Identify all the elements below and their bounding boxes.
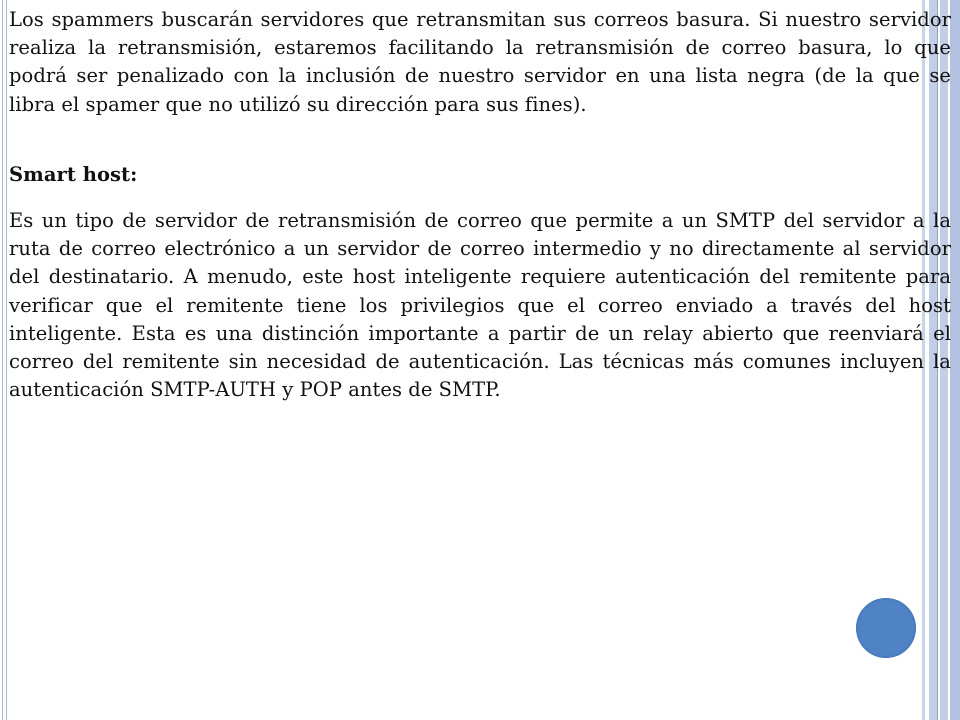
slide-body — [9, 6, 951, 404]
decorative-circle — [856, 598, 916, 658]
intro-paragraph: Los spammers buscarán servidores que retransmitan sus correos basura. Si nuestro servidor realiza la retransmisión, estaremos facilitando la retransmisión de correo basura, lo que podrá ser penalizado con la inclusión de nuestro servidor en una lista negra (de la que se libra el spamer que no utilizó su dirección para sus fines). — [9, 8, 951, 116]
left-border-line-inner — [6, 0, 7, 720]
right-stripe-5 — [950, 0, 960, 720]
smart-host-paragraph: Es un tipo de servidor de retransmisión de correo que permite a un SMTP del servidor a la ruta de correo electrónico a un servidor de correo intermedio y no directamente al servidor del destinatario. A menudo, este host inteligente requiere autenticación del remitente para verificar que el remitente tiene los privilegios que el correo enviado a través del host inteligente. Esta es una distinción importante a partir de un relay abierto que reenviará el correo del remitente sin necesidad de autenticación. Las técnicas más comunes incluyen la autenticación SMTP-AUTH y POP antes de SMTP. — [9, 209, 951, 402]
section-heading: Smart host: — [9, 162, 138, 186]
left-border-line — [2, 0, 3, 720]
